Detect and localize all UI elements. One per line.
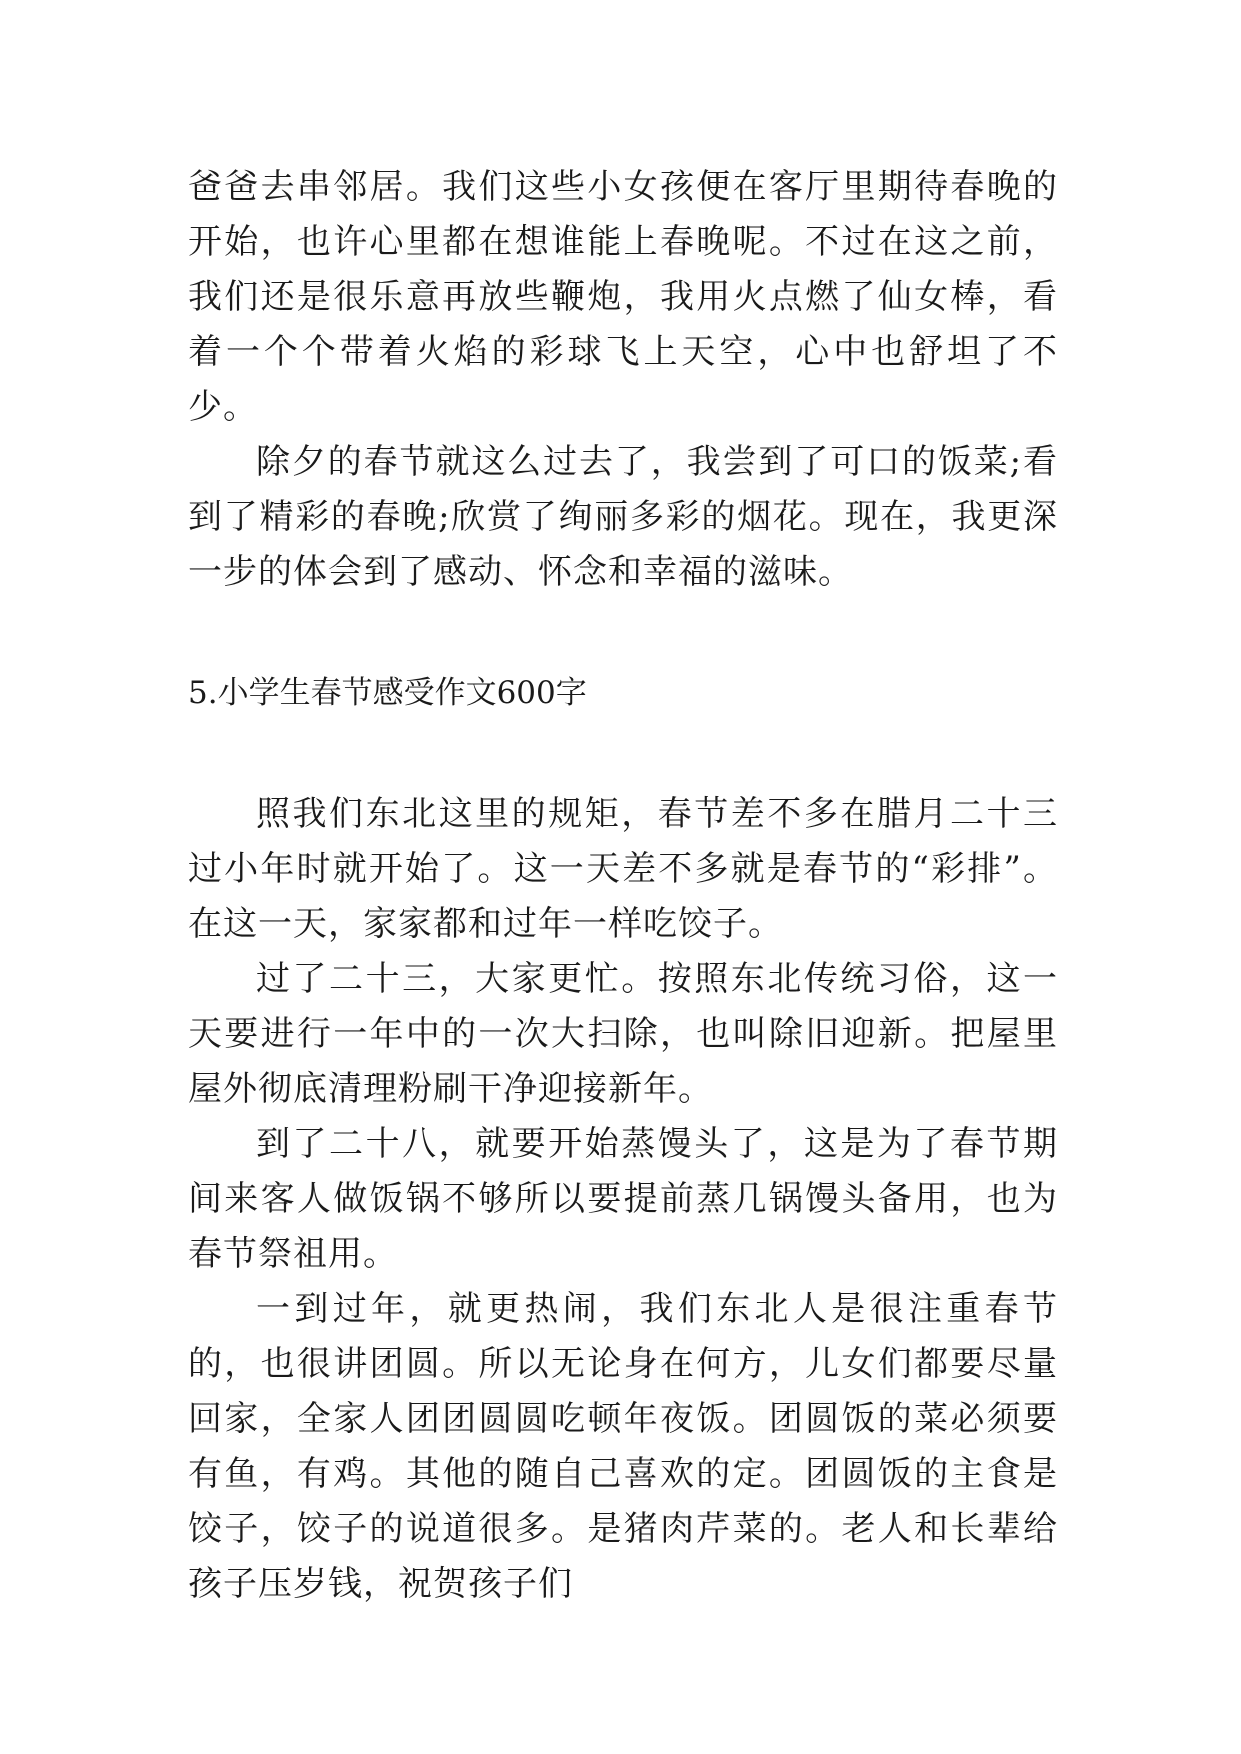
- paragraph-intro: 照我们东北这里的规矩，春节差不多在腊月二十三过小年时就开始了。这一天差不多就是春节的“彩排”。在这一天，家家都和过年一样吃饺子。: [188, 794, 1058, 944]
- paragraph-steamed-buns: 到了二十八，就要开始蒸馒头了，这是为了春节期间来客人做饭锅不够所以要提前蒸几锅馒头备用，也为春节祭祖用。: [188, 1124, 1058, 1274]
- section-heading: 5.小学生春节感受作文600字: [188, 675, 587, 711]
- paragraph-conclusion: 除夕的春节就这么过去了，我尝到了可口的饭菜;看到了精彩的春晚;欣赏了绚丽多彩的烟花。现在，我更深一步的体会到了感动、怀念和幸福的滋味。: [188, 442, 1058, 592]
- document-page: [188, 160, 1058, 1612]
- paragraph-continuation: 爸爸去串邻居。我们这些小女孩便在客厅里期待春晚的开始，也许心里都在想谁能上春晚呢。不过在这之前，我们还是很乐意再放些鞭炮，我用火点燃了仙女棒，看着一个个带着火焰的彩球飞上天空，心中也舒坦了不少。: [188, 167, 1058, 427]
- paragraph-new-year: 一到过年，就更热闹，我们东北人是很注重春节的，也很讲团圆。所以无论身在何方，儿女们都要尽量回家，全家人团团圆圆吃顿年夜饭。团圆饭的菜必须要有鱼，有鸡。其他的随自己喜欢的定。团圆饭的主食是饺子，饺子的说道很多。是猪肉芹菜的。老人和长辈给孩子压岁钱，祝贺孩子们: [188, 1289, 1058, 1604]
- paragraph-cleaning: 过了二十三，大家更忙。按照东北传统习俗，这一天要进行一年中的一次大扫除，也叫除旧迎新。把屋里屋外彻底清理粉刷干净迎接新年。: [188, 959, 1058, 1109]
